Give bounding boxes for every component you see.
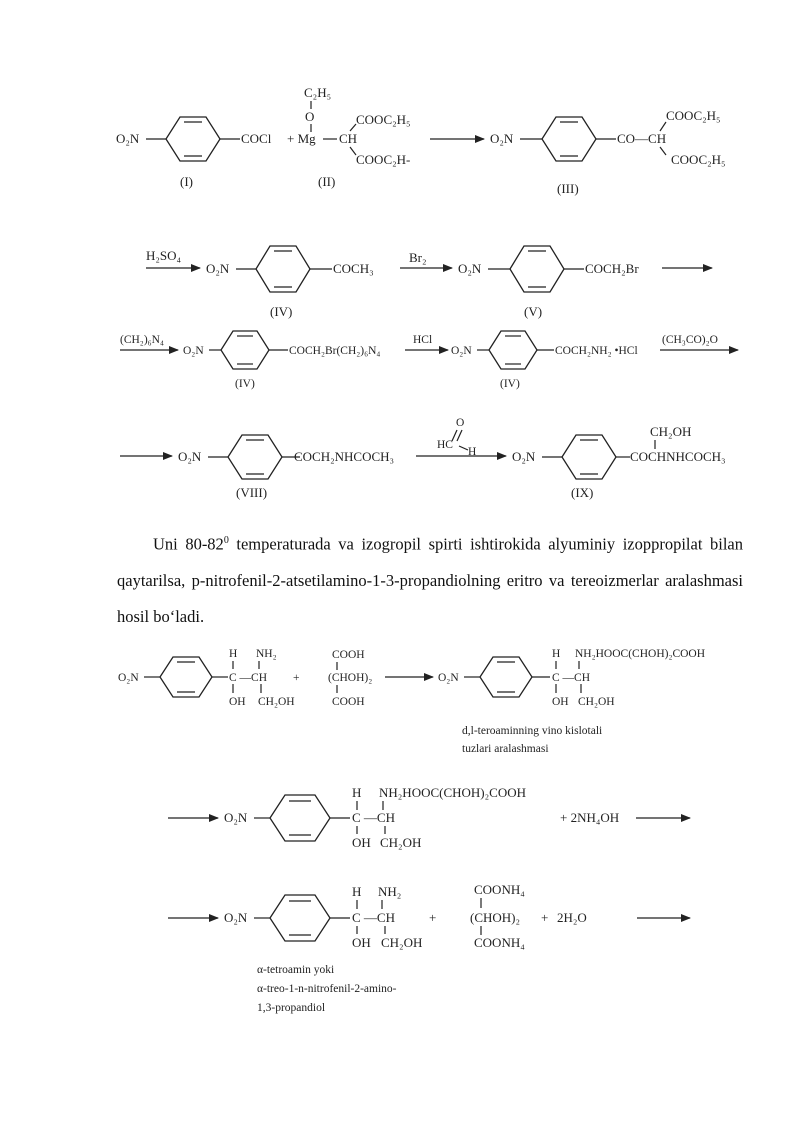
co-ch-group: CO—CH [617,131,667,146]
reagent-label: H₂SO₄ [146,248,182,263]
ester-top: COOC₂H₅ [666,108,721,123]
o2n-label: O₂N [118,672,139,684]
compound-label-ii: (II) [318,174,336,189]
aminoketone-hydrochloride: COCH₂NH₂ •HCl [555,345,638,357]
o2n-label: O₂N [116,131,140,146]
acetyl-group: COCH₃ [333,261,374,276]
caption-line: 1,3-propandiol [257,1002,326,1014]
amino-group: NH₂ [378,884,402,899]
hydroxyl-group: OH [352,835,371,850]
o2n-label: O₂N [490,131,514,146]
benzene-ring [270,895,330,941]
tartrate-chain: (CHOH)₂ [470,910,521,925]
benzene-ring [542,117,596,161]
hydroxyl-group: OH [352,935,371,950]
plus-sign: + [541,910,549,925]
ch2oh-group: CH₂OH [578,696,615,708]
hydroxyl-group: OH [552,696,569,708]
reaction-2 [146,246,712,319]
caption-line: d,l-teroaminning vino kislotali [462,725,603,737]
reagent-label: (CH₂)₆N₄ [120,334,164,346]
benzene-ring [160,657,212,697]
plus-sign: + [293,672,300,684]
caption-line: α-tetroamin yoki [257,964,335,976]
reaction-7 [168,882,690,1014]
paragraph-text-start: Uni 80-82 [153,534,224,554]
reagent-label: (CH₃CO)₂O [662,334,718,346]
compound-label-i: (I) [180,174,193,189]
benzene-ring [256,246,310,292]
h-atom: H [229,648,238,660]
formaldehyde-h: H [468,446,477,458]
o2n-label: O₂N [206,261,230,276]
compound-label-ix: (IX) [571,485,594,500]
compound-label: (IV) [500,378,520,390]
ester-bottom: COOC₂H- [356,152,411,167]
benzene-ring [270,795,330,841]
o2n-label: O₂N [458,261,482,276]
o2n-label: O₂N [178,449,202,464]
hydroxyl-group: OH [229,696,246,708]
compound-label-v: (V) [524,304,543,319]
o2n-label: O₂N [224,810,248,825]
compound-label-iii: (III) [557,181,579,196]
acetamido-ketone: COCH₂NHCOCH₃ [294,449,395,464]
c-ch-backbone: C —CH [229,672,268,684]
reaction-1 [116,85,726,196]
carboxyl-bottom: COOH [332,696,365,708]
paragraph-text-rest: temperaturada va izogropil spirti ishtirokida alyuminiy izoppropilat bilan qaytarilsa, p-nitrofenil-2-atsetilamino-1-3-propandiolning eritro va tereoizmerlar aralashmasi hosil bo‘ladi. [117,534,743,626]
bromoacetyl-group: COCH₂Br [585,261,639,276]
reaction-4 [120,417,726,500]
o2n-label: O₂N [224,910,248,925]
ch2oh-group: CH₂OH [381,935,423,950]
benzene-ring [489,331,537,369]
compound-label: (IV) [235,378,255,390]
reagent-label: HCl [413,334,433,346]
hydroxymethyl-product: COCHNHCOCH₃ [630,449,726,464]
benzene-ring [562,435,616,479]
caption-line: tuzlari aralashmasi [462,743,549,755]
ch2oh-group: CH₂OH [380,835,422,850]
c-ch-backbone: C —CH [352,810,395,825]
ester-top: COOC₂H₅ [356,112,411,127]
ammonium-carboxylate-bottom: COONH₄ [474,935,525,950]
tartrate-salt: NH₂HOOC(CHOH)₂COOH [379,785,527,800]
mg-label: + Mg [287,131,316,146]
reagent-label: Br₂ [409,250,427,265]
formaldehyde-hc: HC [437,439,453,451]
degree-superscript: 0 [223,535,229,546]
ch-label: CH [339,131,358,146]
water: 2H₂O [557,910,587,925]
h-atom: H [352,884,362,899]
ch2oh-group: CH₂OH [650,424,692,439]
o2n-label: O₂N [512,449,536,464]
body-paragraph [117,523,743,635]
amino-group: NH₂ [256,648,277,660]
reagent-label: + 2NH₄OH [560,810,620,825]
h-atom: H [352,785,362,800]
c-ch-backbone: C —CH [552,672,591,684]
c-ch-backbone: C —CH [352,910,395,925]
hexamine-salt: COCH₂Br(CH₂)₆N₄ [289,345,381,357]
benzene-ring [228,435,282,479]
reaction-6 [168,785,690,850]
tartrate-salt: NH₂HOOC(CHOH)₂COOH [575,648,706,660]
tartaric-chain: (CHOH)₂ [328,672,373,684]
ethyl-label: C₂H₅ [304,85,332,100]
benzene-ring [221,331,269,369]
h-atom: H [552,648,561,660]
o2n-label: O₂N [438,672,459,684]
reaction-5 [118,648,705,755]
caption-line: α-treo-1-n-nitrofenil-2-amino- [257,983,397,995]
ch2oh-group: CH₂OH [258,696,295,708]
compound-label-iv: (IV) [270,304,293,319]
reaction-3 [120,331,738,390]
benzene-ring [166,117,220,161]
compound-label-viii: (VIII) [236,485,268,500]
oxygen-label: O [305,109,315,124]
cocl-group: COCl [241,131,272,146]
o2n-label: O₂N [183,345,204,357]
o2n-label: O₂N [451,345,472,357]
ammonium-carboxylate-top: COONH₄ [474,882,525,897]
formaldehyde-oxygen: O [456,417,465,429]
plus-sign: + [429,910,437,925]
benzene-ring [480,657,532,697]
carboxyl-top: COOH [332,649,365,661]
benzene-ring [510,246,564,292]
ester-bottom: COOC₂H₅ [671,152,726,167]
